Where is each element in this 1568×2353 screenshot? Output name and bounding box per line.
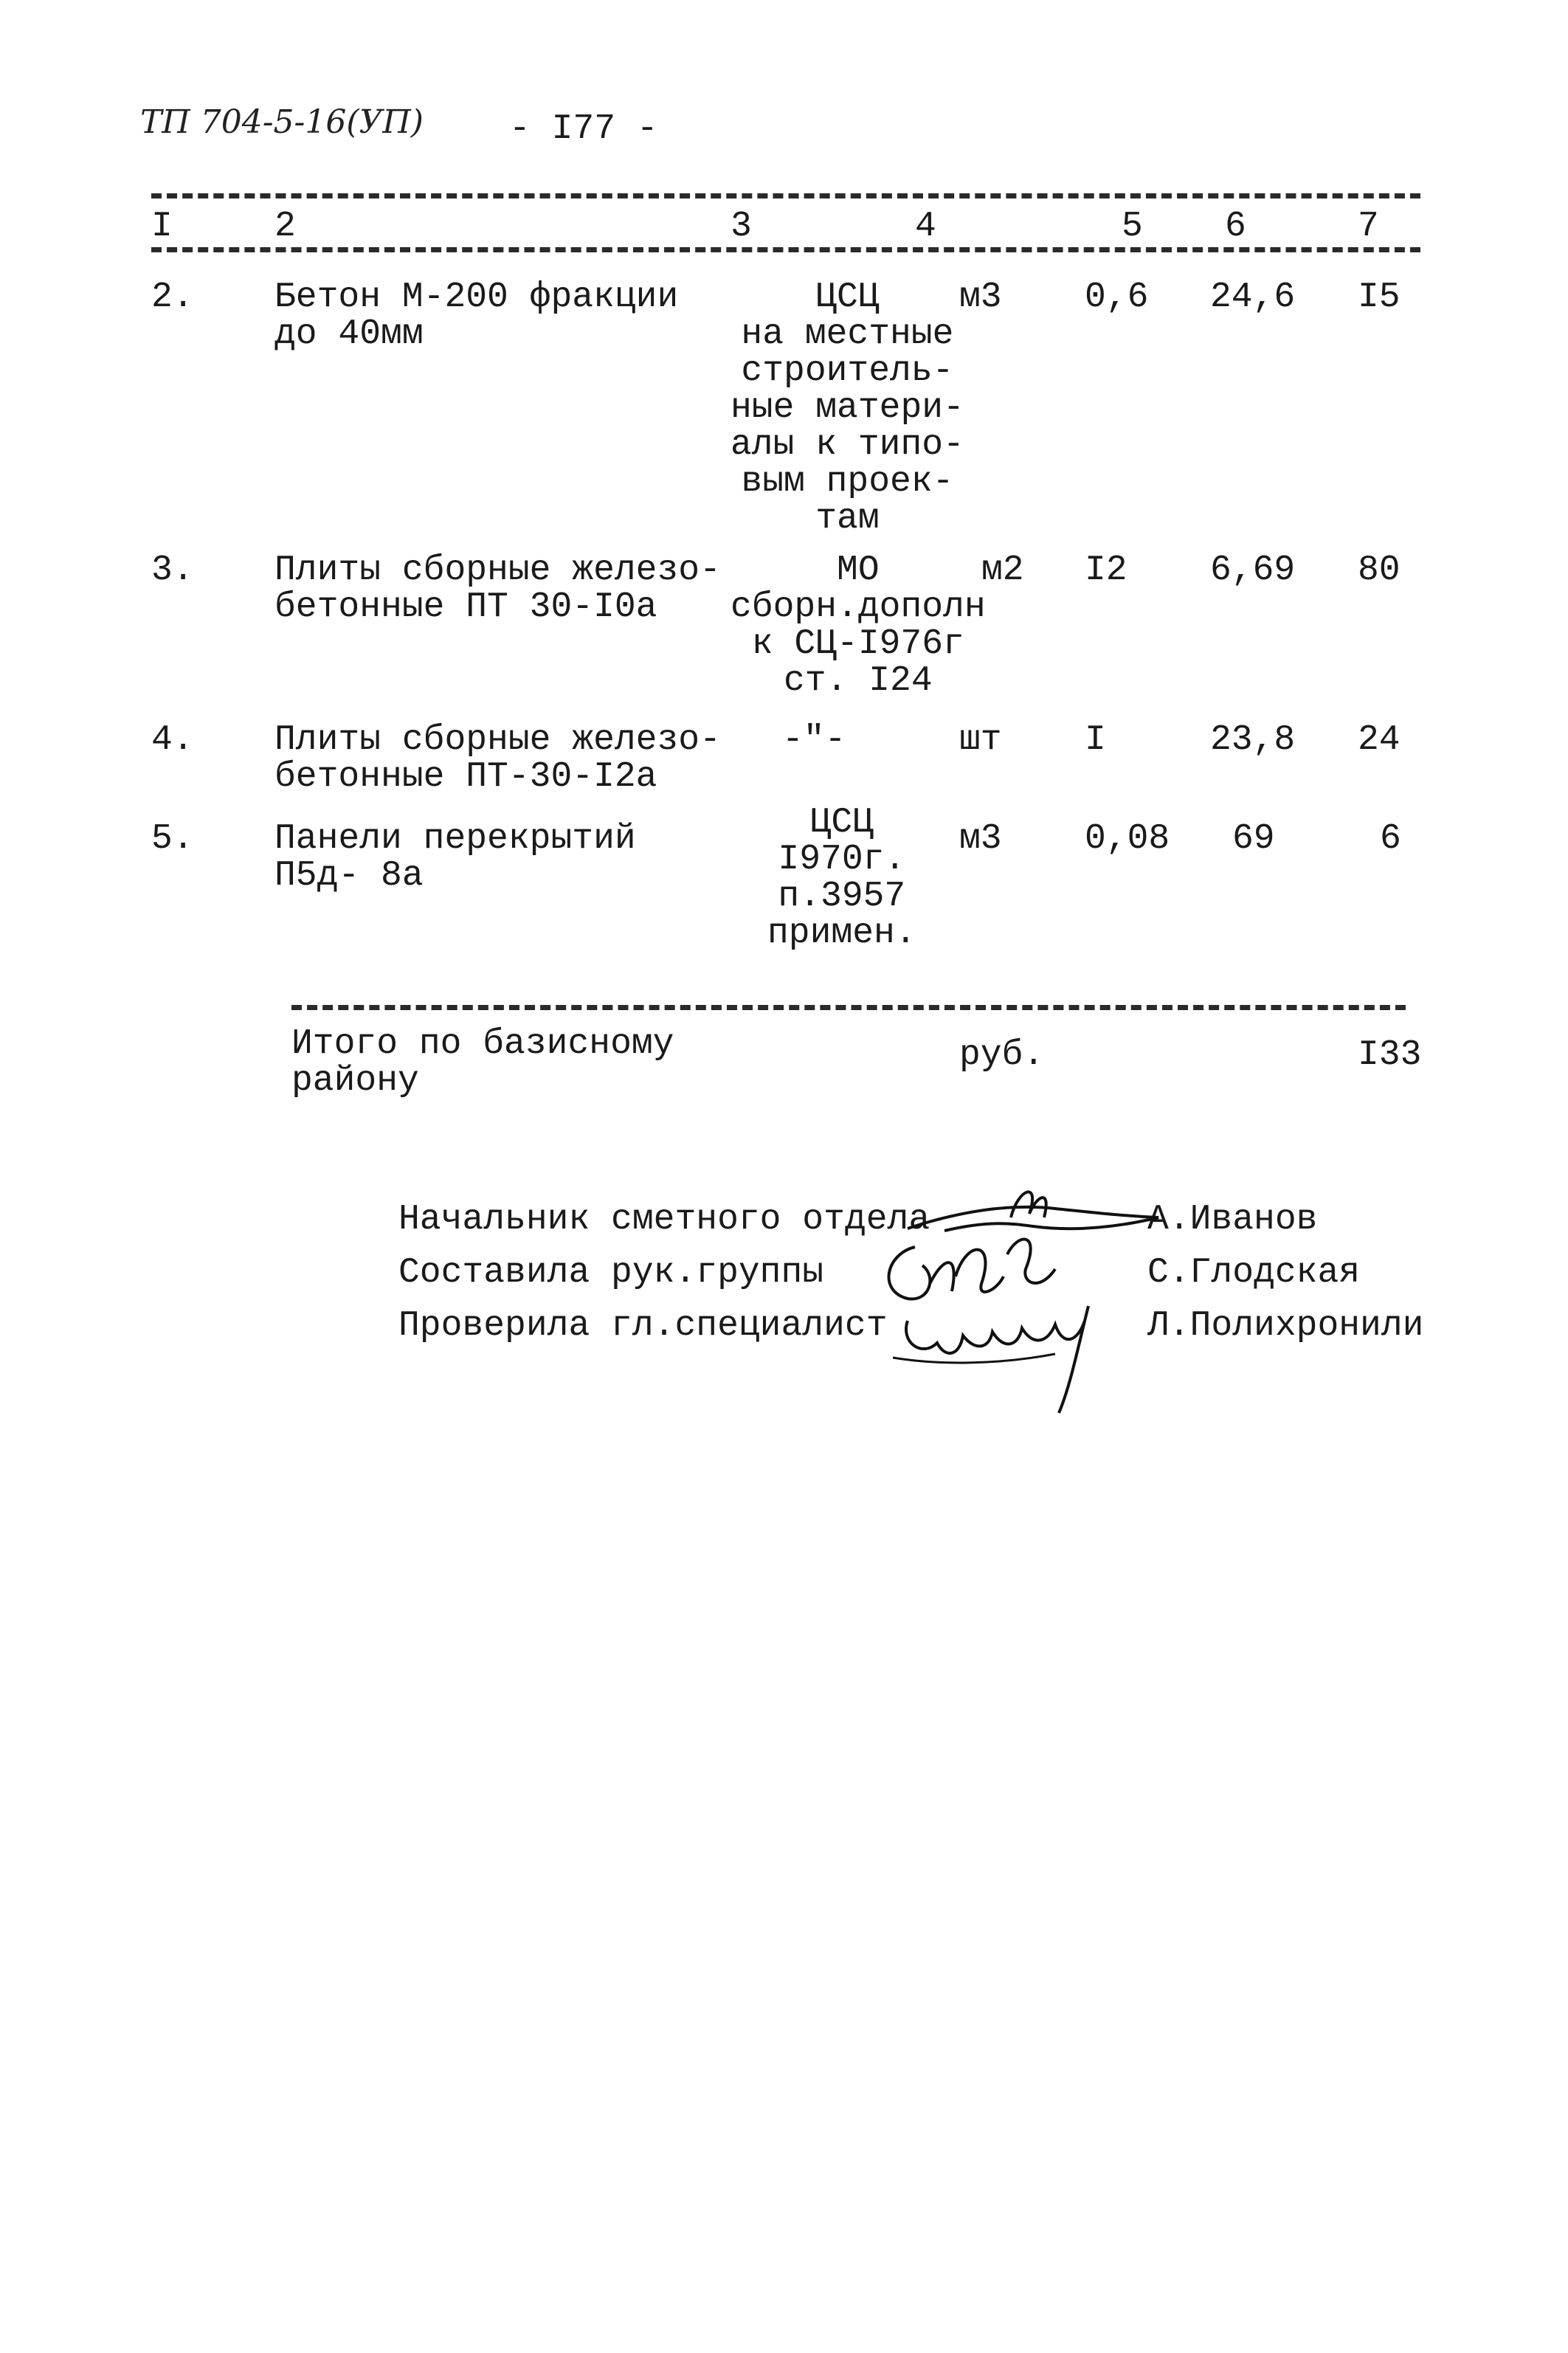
column-number-5: 5 [1122, 207, 1143, 246]
price-source: -"- [782, 720, 846, 760]
item-name: Плиты сборные железо- бетонные ПТ 30-I0а [274, 550, 721, 627]
item-name: Плиты сборные железо- бетонные ПТ-30-I2а [274, 720, 721, 797]
summary-unit: руб. [959, 1035, 1045, 1075]
total: I5 [1358, 277, 1401, 317]
row-number: 3. [151, 550, 194, 590]
summary-label: Итого по базисному району [291, 1024, 674, 1101]
unit-price: 24,6 [1210, 277, 1296, 317]
item-name: Панели перекрытий П5д- 8а [274, 819, 636, 896]
signature-name: Л.Полихронили [1147, 1306, 1424, 1346]
column-number-1: I [151, 207, 173, 246]
signature-role: Составила рук.группы [398, 1253, 824, 1293]
document-code: ТП 704-5-16(УП) [140, 103, 424, 141]
total: 6 [1380, 819, 1401, 859]
summary-total: I33 [1358, 1035, 1422, 1075]
signature-name: С.Глодская [1147, 1253, 1361, 1293]
unit: м2 [981, 550, 1024, 590]
signature-name: А.Иванов [1147, 1200, 1318, 1240]
total: 80 [1358, 550, 1401, 590]
header-rule-bottom [151, 247, 1420, 252]
column-number-3: 3 [731, 207, 752, 246]
unit: шт [959, 720, 1002, 760]
column-number-6: 6 [1225, 207, 1246, 246]
header-rule-top [151, 193, 1420, 198]
unit-price: 23,8 [1210, 720, 1296, 760]
unit-price: 6,69 [1210, 550, 1296, 590]
row-number: 5. [151, 819, 194, 859]
price-source: МО сборн.дополн к СЦ-I976г ст. I24 [731, 550, 986, 701]
column-number-7: 7 [1358, 207, 1379, 246]
page-number: - I77 - [509, 109, 658, 149]
row-number: 2. [151, 277, 194, 317]
signature-role: Начальник сметного отдела [398, 1200, 930, 1240]
summary-rule [291, 1005, 1406, 1010]
quantity: 0,08 [1085, 819, 1170, 859]
price-source: ЦСЦ на местные строитель- ные матери- алы к типо- вым проек- там [731, 277, 964, 539]
unit: м3 [959, 277, 1002, 317]
signature-role: Проверила гл.специалист [398, 1306, 888, 1346]
item-name: Бетон М-200 фракции до 40мм [274, 277, 679, 354]
unit-price: 69 [1232, 819, 1275, 859]
handwritten-signature-polikhronidi [893, 1291, 1129, 1417]
price-source: ЦСЦ I970г. п.3957 примен. [767, 803, 916, 953]
quantity: 0,6 [1085, 277, 1149, 317]
quantity: I [1085, 720, 1106, 760]
unit: м3 [959, 819, 1002, 859]
total: 24 [1358, 720, 1401, 760]
column-number-2: 2 [274, 207, 296, 246]
row-number: 4. [151, 720, 194, 760]
column-number-4: 4 [915, 207, 936, 246]
quantity: I2 [1085, 550, 1127, 590]
